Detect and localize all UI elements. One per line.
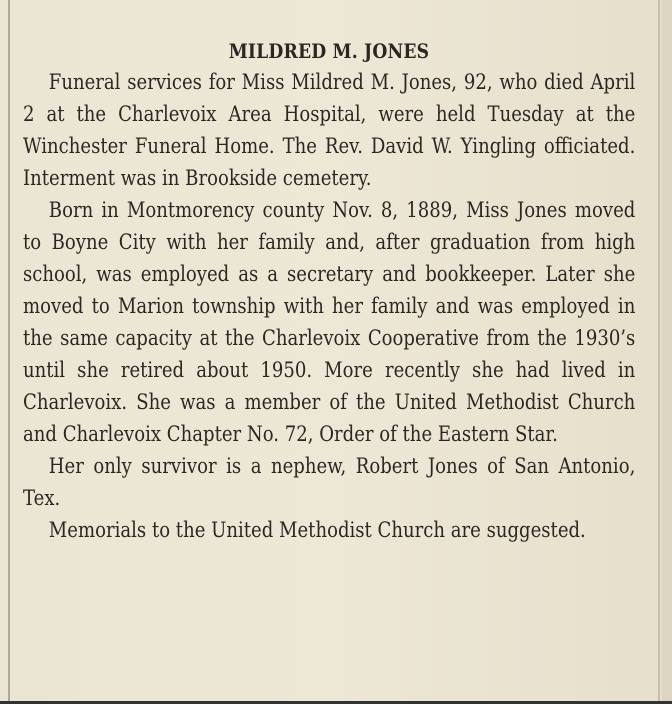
obituary-headline: MILDRED M. JONES — [228, 39, 430, 63]
paragraph-survivors: Her only survivor is a nephew, Robert Jones of San Antonio, Tex. — [23, 454, 636, 510]
paragraph-biography: Born in Montmorency county Nov. 8, 1889, Miss Jones moved to Boyne City with her family and, after graduation from high school, was employed as a secretary and bookkeeper. Later she moved to Marion township with her family and was employed in the same capacity at the Charlevoix Cooperative from the 1930’s until she retired about 1950. More recently she had lived in Charlevoix. She was a member of the United Methodist Church and Charlevoix Chapter No. 72, Order of the Eastern Star. — [23, 198, 636, 446]
paragraph-funeral-services: Funeral services for Miss Mildred M. Jones, 92, who died April 2 at the Charlevoix Area Hospital, were held Tuesday at the Winchester Funeral Home. The Rev. David W. Yingling officiated. Interment was in Brookside cemetery. — [23, 70, 636, 190]
column-rule-left — [8, 0, 10, 704]
obituary-article — [23, 36, 635, 546]
column-rule-right — [658, 0, 660, 704]
paragraph-memorials: Memorials to the United Methodist Church are suggested. — [48, 518, 586, 542]
clipping-edge — [662, 0, 672, 704]
